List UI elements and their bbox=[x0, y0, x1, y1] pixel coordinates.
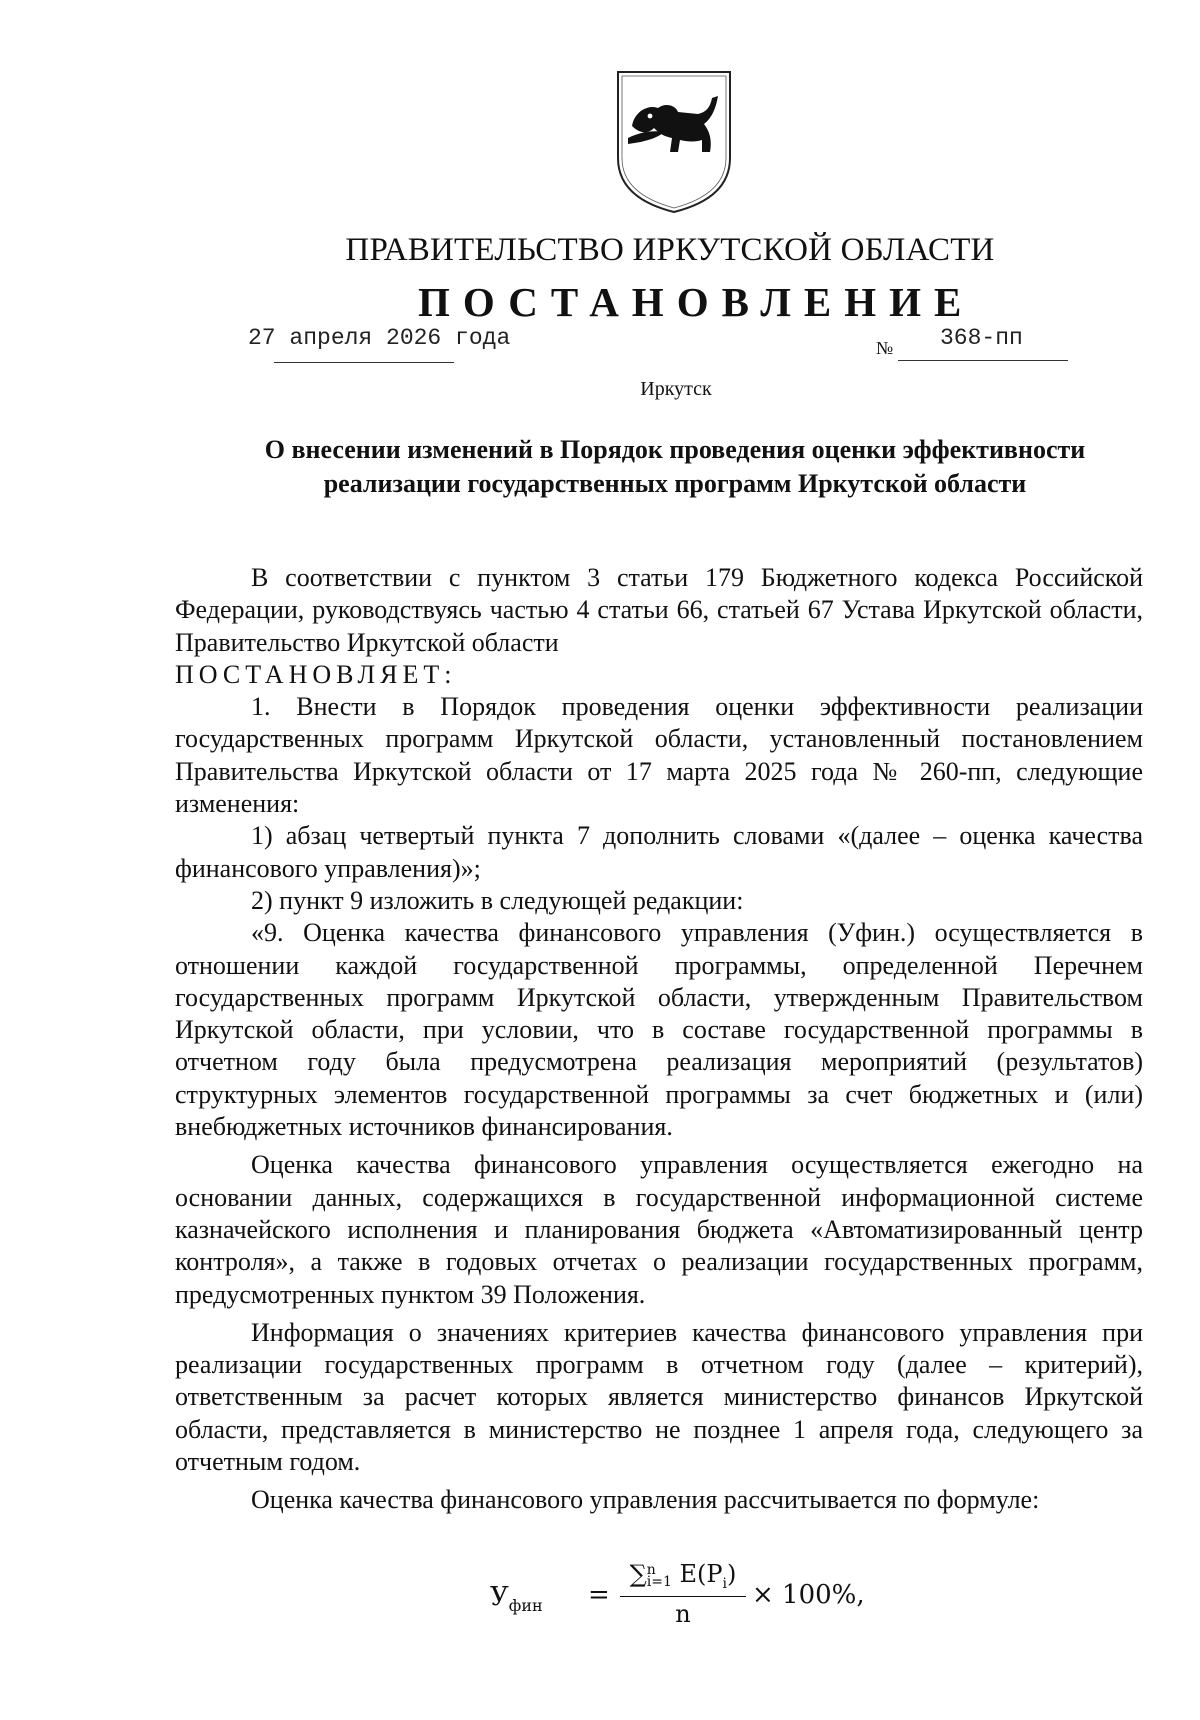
document-date: 27 апреля 2026 года bbox=[248, 325, 511, 351]
document-title bbox=[175, 433, 1175, 501]
formula-denominator: n bbox=[675, 1600, 691, 1628]
formula bbox=[490, 1560, 865, 1640]
formula-rhs: × 100%, bbox=[752, 1580, 865, 1610]
document-number: 368-пп bbox=[940, 325, 1023, 351]
government-name: ПРАВИТЕЛЬСТВО ИРКУТСКОЙ ОБЛАСТИ bbox=[345, 232, 995, 268]
formula-fraction-bar bbox=[620, 1596, 746, 1597]
paragraph-subitem-1: 1) абзац четвертый пункта 7 дополнить словами «(далее – оценка качества финансового управления)»; bbox=[175, 821, 1143, 883]
paragraph-formula-intro: Оценка качества финансового управления рассчитывается по формуле: bbox=[251, 1485, 1040, 1515]
formula-lhs: $У_{фин}$ bbox=[490, 1582, 543, 1615]
title-line-1: О внесении изменений в Порядок проведения оценки эффективности bbox=[264, 435, 1086, 464]
formula-numerator: ∑ n i=1 $E(P_i)$ bbox=[629, 1560, 737, 1592]
document-type: ПОСТАНОВЛЕНИЕ bbox=[418, 279, 975, 325]
paragraph-item-1: 1. Внести в Порядок проведения оценки эффективности реализации государственных программ Иркутской области, установленный постановлением Правительства Иркутской области от 17 марта 2025 года № 260-пп, следующие изменения: bbox=[175, 692, 1143, 819]
paragraph-criteria-info: Информация о значениях критериев качества финансового управления при реализации государственных программ в отчетном году (далее – критерий), ответственным за расчет которых является министерство финансов Иркутской области, представляется в министерство не позднее 1 апреля года, следующего за отчетным годом. bbox=[175, 1317, 1143, 1477]
paragraph-point-9: «9. Оценка качества финансового управления (Уфин.) осуществляется в отношении каждой государственной программы, определенной Перечнем государственных программ Иркутской области, утвержденным Правительством Иркутской области, при условии, что в составе государственной программы в отчетном году была предусмотрена реализация мероприятий (результатов) структурных элементов государственной программы за счет бюджетных и (или) внебюджетных источников финансирования. bbox=[175, 918, 1143, 1142]
paragraph-preamble: В соответствии с пунктом 3 статьи 179 Бюджетного кодекса Российской Федерации, руководствуясь частью 4 статьи 66, статьей 67 Устава Иркутской области, Правительство Иркутской области bbox=[175, 563, 1143, 657]
paragraph-subitem-2: 2) пункт 9 изложить в следующей редакции: bbox=[251, 885, 744, 915]
formula-equals: = bbox=[588, 1580, 610, 1610]
title-line-2: реализации государственных программ Иркутской области bbox=[323, 469, 1027, 498]
city: Иркутск bbox=[640, 378, 712, 400]
coat-of-arms-emblem bbox=[614, 68, 734, 216]
date-underline bbox=[274, 362, 454, 363]
document-body bbox=[175, 562, 1143, 1517]
number-underline bbox=[898, 360, 1068, 361]
number-sign: № bbox=[876, 338, 894, 358]
paragraph-assessment-basis: Оценка качества финансового управления осуществляется ежегодно на основании данных, содержащихся в государственной информационной системе казначейского исполнения и планирования бюджета «Автоматизированный центр контроля», а также в годовых отчетах о реализации государственных программ, предусмотренных пунктом 39 Положения. bbox=[175, 1150, 1143, 1309]
resolves-word: ПОСТАНОВЛЯЕТ: bbox=[175, 659, 457, 689]
